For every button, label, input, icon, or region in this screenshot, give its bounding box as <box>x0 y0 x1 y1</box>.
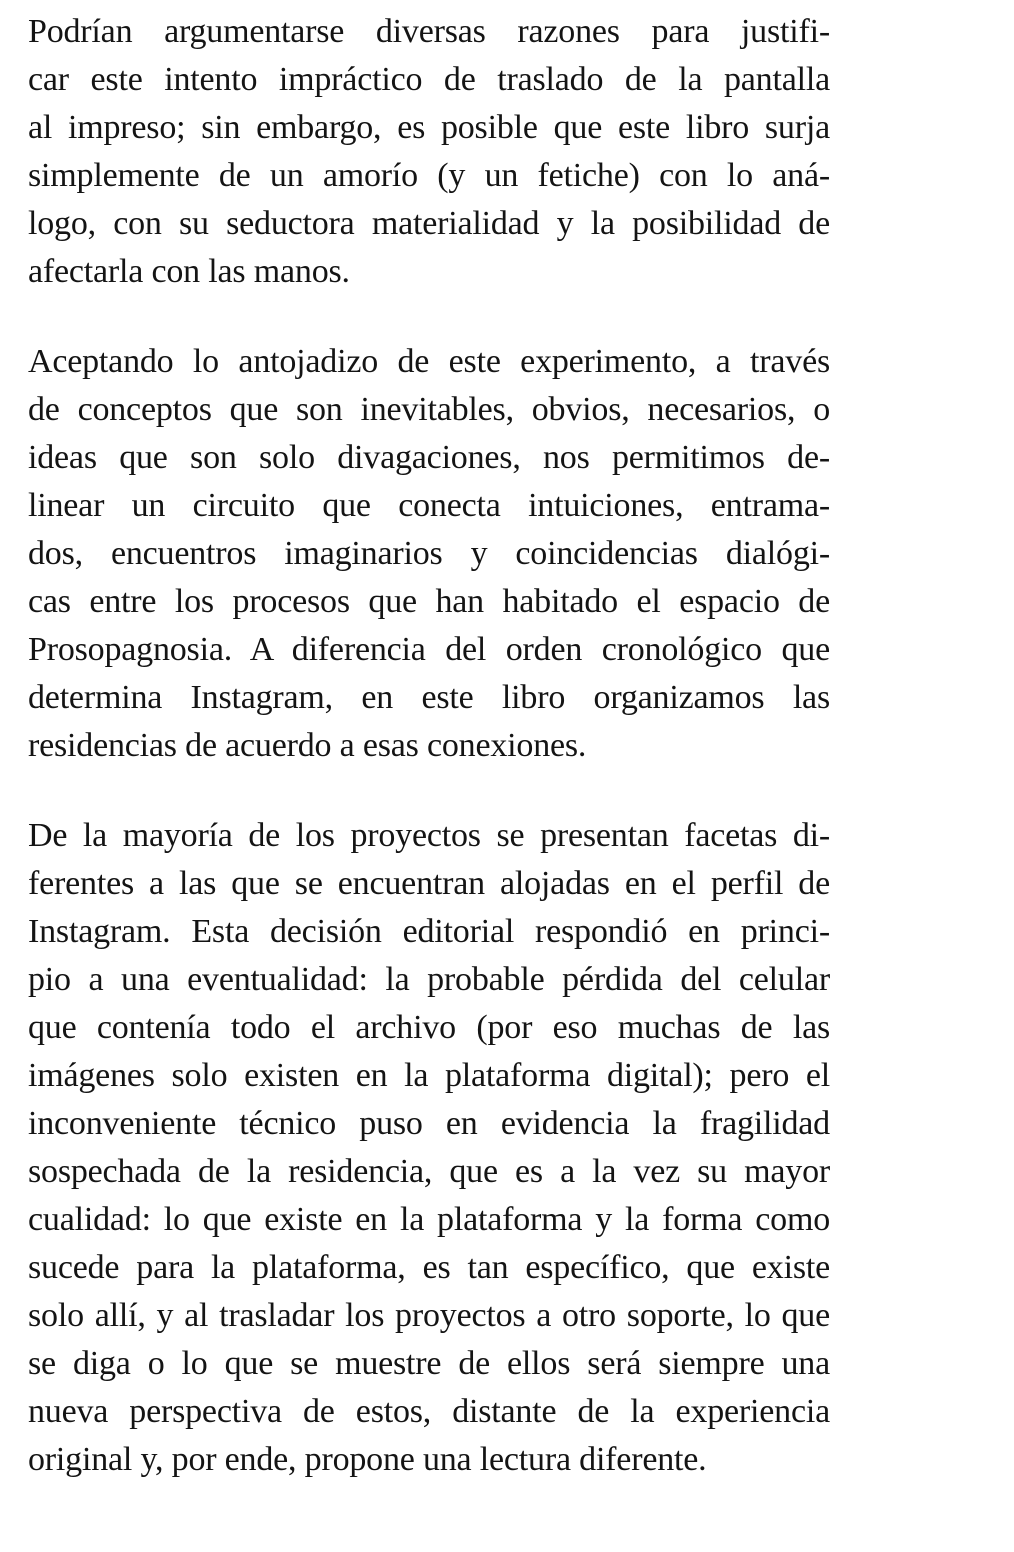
text-line: logo, con su seductora materialidad y la posibilidad de <box>28 205 830 242</box>
text-line: afectarla con las manos. <box>28 253 350 290</box>
text-line: pio a una eventualidad: la probable pérdida del celular <box>28 961 830 998</box>
text-line: inconveniente técnico puso en evidencia la fragilidad <box>28 1105 830 1142</box>
text-line: determina Instagram, en este libro organizamos las <box>28 679 830 716</box>
paragraph-1 <box>28 8 830 296</box>
text-line: solo allí, y al trasladar los proyectos a otro soporte, lo que <box>28 1297 830 1334</box>
text-line: sospechada de la residencia, que es a la vez su mayor <box>28 1153 830 1190</box>
text-line: Instagram. Esta decisión editorial respondió en princi- <box>28 913 830 950</box>
text-line: linear un circuito que conecta intuiciones, entrama- <box>28 487 830 524</box>
text-line: cualidad: lo que existe en la plataforma y la forma como <box>28 1201 830 1238</box>
text-line: residencias de acuerdo a esas conexiones. <box>28 727 587 764</box>
text-line: cas entre los procesos que han habitado el espacio de <box>28 583 830 620</box>
text-line: nueva perspectiva de estos, distante de la experiencia <box>28 1393 830 1430</box>
text-line: se diga o lo que se muestre de ellos será siempre una <box>28 1345 830 1382</box>
text-line: De la mayoría de los proyectos se presentan facetas di- <box>28 817 830 854</box>
text-line: Podrían argumentarse diversas razones para justifi- <box>28 13 830 50</box>
text-line: ideas que son solo divagaciones, nos permitimos de- <box>28 439 830 476</box>
paragraph-3 <box>28 812 830 1484</box>
text-line: Aceptando lo antojadizo de este experimento, a través <box>28 343 830 380</box>
text-line: imágenes solo existen en la plataforma digital); pero el <box>28 1057 830 1094</box>
text-line: original y, por ende, propone una lectura diferente. <box>28 1441 707 1478</box>
text-line: ferentes a las que se encuentran alojadas en el perfil de <box>28 865 830 902</box>
text-line: Prosopagnosia. A diferencia del orden cronológico que <box>28 631 830 668</box>
text-line: dos, encuentros imaginarios y coincidencias dialógi- <box>28 535 830 572</box>
text-line: que contenía todo el archivo (por eso muchas de las <box>28 1009 830 1046</box>
text-line: de conceptos que son inevitables, obvios, necesarios, o <box>28 391 830 428</box>
text-line: car este intento impráctico de traslado de la pantalla <box>28 61 830 98</box>
text-line: simplemente de un amorío (y un fetiche) con lo aná- <box>28 157 830 194</box>
text-line: al impreso; sin embargo, es posible que este libro surja <box>28 109 830 146</box>
text-line: sucede para la plataforma, es tan específico, que existe <box>28 1249 830 1286</box>
paragraph-2 <box>28 338 830 770</box>
text-column <box>28 8 830 1484</box>
